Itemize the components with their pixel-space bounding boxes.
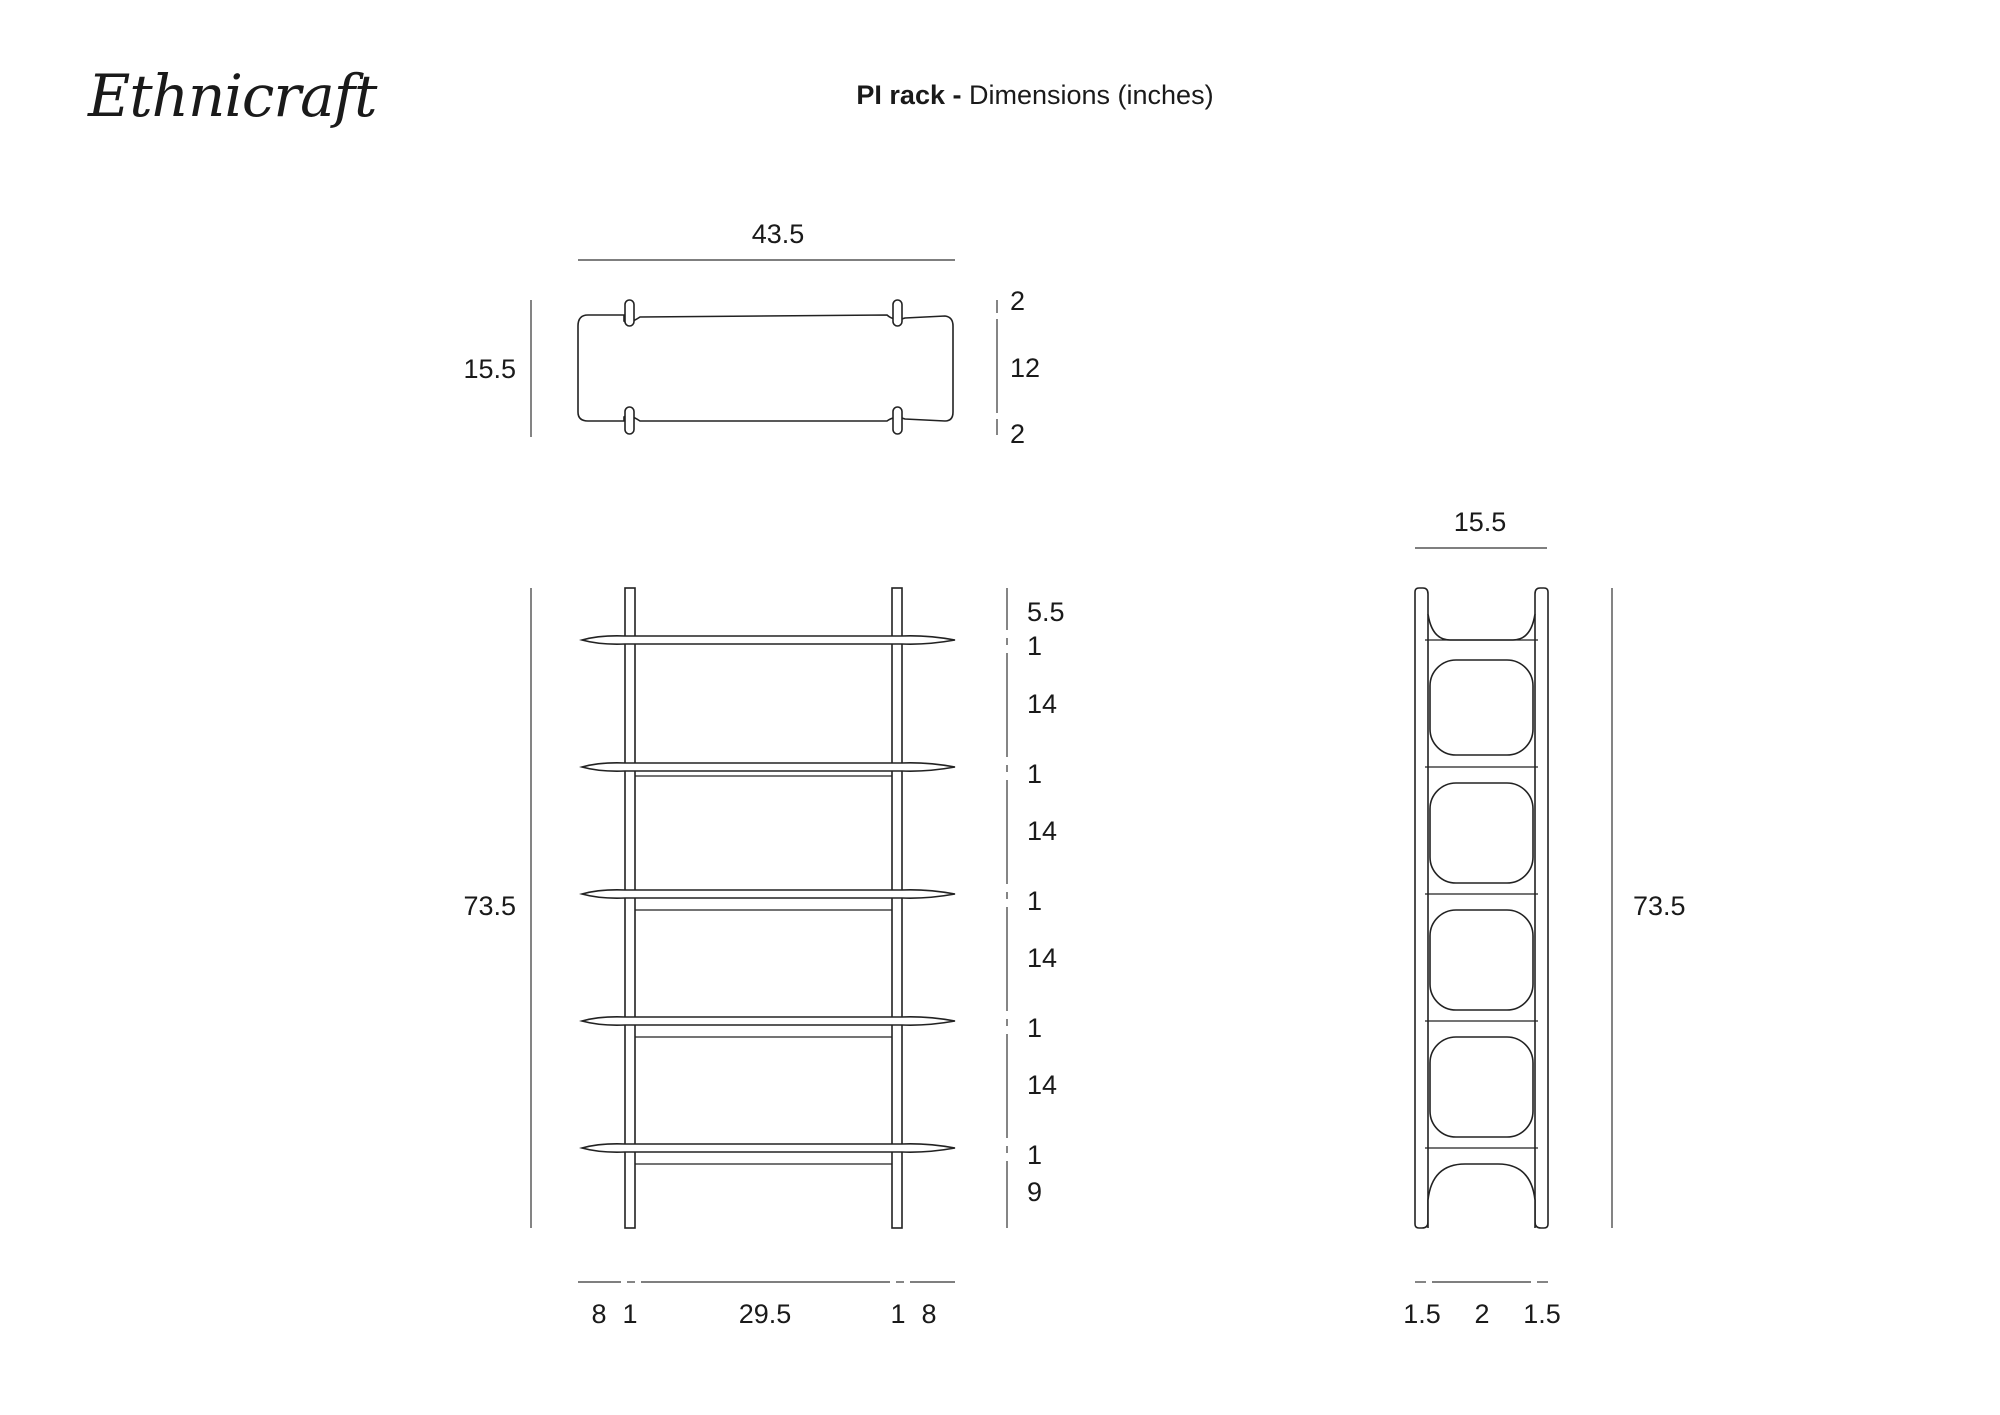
side-rail-left: [1415, 588, 1428, 1228]
front-dim-gap-4: 14: [1027, 1070, 1058, 1100]
side-bottom-dim-3: 1.5: [1523, 1299, 1561, 1329]
front-dim-shelf-2: 1: [1027, 759, 1043, 789]
front-bottom-dim-1: 8: [591, 1299, 607, 1329]
top-width-label: 43.5: [751, 219, 805, 249]
top-right-dim-2: 12: [1010, 353, 1041, 383]
side-height-label: 73.5: [1633, 891, 1686, 921]
title-subtitle: Dimensions (inches): [968, 80, 1214, 110]
front-dim-bottom: 9: [1027, 1177, 1043, 1207]
front-dim-shelf-1: 1: [1027, 631, 1043, 661]
top-post-back-right: [893, 407, 902, 434]
front-shelf-1: [582, 636, 955, 644]
front-bottom-dim-3: 29.5: [738, 1299, 792, 1329]
front-view: [463, 588, 1064, 1329]
brand-logo: Ethnicraft: [88, 62, 377, 130]
side-bottom-arch: [1428, 1164, 1535, 1228]
front-post-right: [892, 588, 902, 1228]
top-post-front-right: [893, 300, 902, 326]
side-compartment-2: [1430, 783, 1533, 883]
front-bottom-dim-4: 1: [890, 1299, 906, 1329]
top-post-front-left: [625, 300, 634, 326]
title-separator: -: [944, 80, 969, 110]
top-post-back-left: [625, 407, 634, 434]
side-top-opening: [1428, 614, 1535, 640]
front-post-left: [625, 588, 635, 1228]
front-dim-shelf-5: 1: [1027, 1140, 1043, 1170]
top-view: [463, 219, 1040, 449]
product-name: PI rack: [856, 80, 945, 110]
top-right-dim-1: 2: [1010, 286, 1026, 316]
side-compartment-4: [1430, 1037, 1533, 1137]
front-dim-gap-2: 14: [1027, 816, 1058, 846]
side-bottom-dim-2: 2: [1474, 1299, 1490, 1329]
front-dim-gap-3: 14: [1027, 943, 1058, 973]
top-right-dim-3: 2: [1010, 419, 1026, 449]
side-compartment-3: [1430, 910, 1533, 1010]
side-compartment-1: [1430, 660, 1533, 755]
side-rail-right: [1535, 588, 1548, 1228]
front-height-label: 73.5: [463, 891, 516, 921]
front-dim-gap-1: 14: [1027, 689, 1058, 719]
top-depth-label: 15.5: [463, 354, 516, 384]
side-bottom-dim-1: 1.5: [1403, 1299, 1441, 1329]
front-bottom-dim-5: 8: [921, 1299, 937, 1329]
side-view: [1403, 507, 1685, 1329]
front-dim-shelf-3: 1: [1027, 886, 1043, 916]
side-width-label: 15.5: [1453, 507, 1507, 537]
top-shelf-outline: [578, 315, 953, 421]
front-bottom-dim-2: 1: [622, 1299, 638, 1329]
front-dim-5.5: 5.5: [1027, 597, 1065, 627]
front-dim-shelf-4: 1: [1027, 1013, 1043, 1043]
